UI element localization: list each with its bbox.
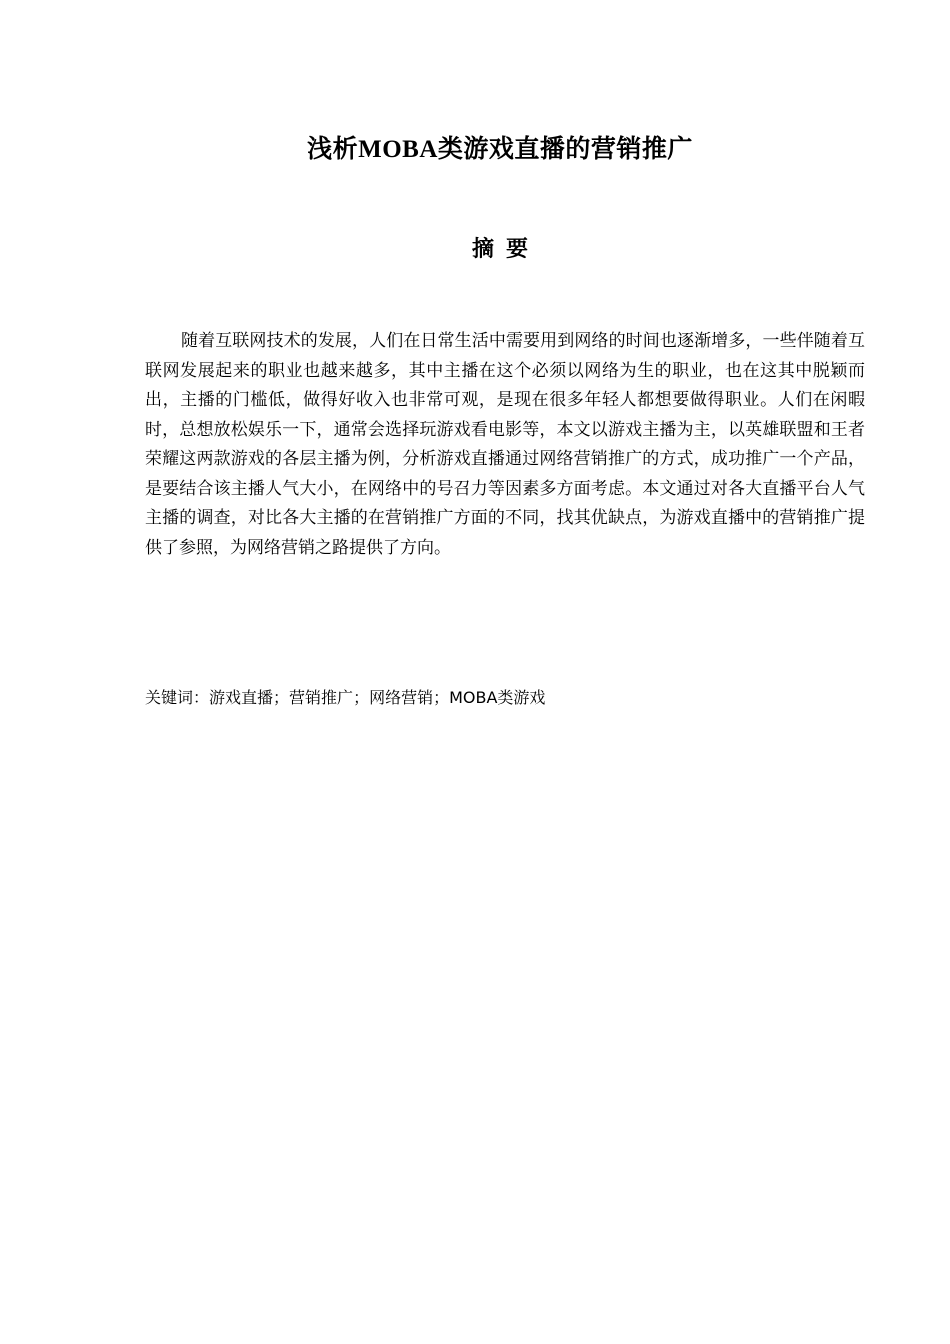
abstract-heading-char-2: 要 [506, 237, 529, 262]
abstract-paragraph: 随着互联网技术的发展，人们在日常生活中需要用到网络的时间也逐渐增多，一些伴随着互联网发展起来的职业也越来越多，其中主播在这个必须以网络为生的职业，也在这其中脱颖而出，主播的门槛低，做得好收入也非常可观，是现在很多年轻人都想要做得职业。人们在闲暇时，总想放松娱乐一下，通常会选择玩游戏看电影等，本文以游戏主播为主，以英雄联盟和王者荣耀这两款游戏的各层主播为例，分析游戏直播通过网络营销推广的方式，成功推广一个产品，是要结合该主播人气大小，在网络中的号召力等因素多方面考虑。本文通过对各大直播平台人气主播的调查，对比各大主播的在营销推广方面的不同，找其优缺点，为游戏直播中的营销推广提供了参照，为网络营销之路提供了方向。 [145, 331, 865, 558]
keyword-item: MOBA类游戏 [449, 688, 546, 707]
keyword-separator: ； [273, 688, 290, 707]
keyword-separator: ； [353, 688, 370, 707]
keyword-item: 营销推广 [289, 688, 354, 707]
abstract-heading [0, 232, 950, 268]
document-title: 浅析MOBA类游戏直播的营销推广 [307, 136, 693, 163]
keyword-item: 游戏直播 [209, 688, 274, 707]
keywords-line [145, 684, 865, 712]
keyword-item: 网络营销 [369, 688, 434, 707]
abstract-heading-char-1: 摘 [471, 237, 494, 262]
keyword-separator: ； [433, 688, 450, 707]
keywords-label: 关键词： [145, 688, 210, 707]
